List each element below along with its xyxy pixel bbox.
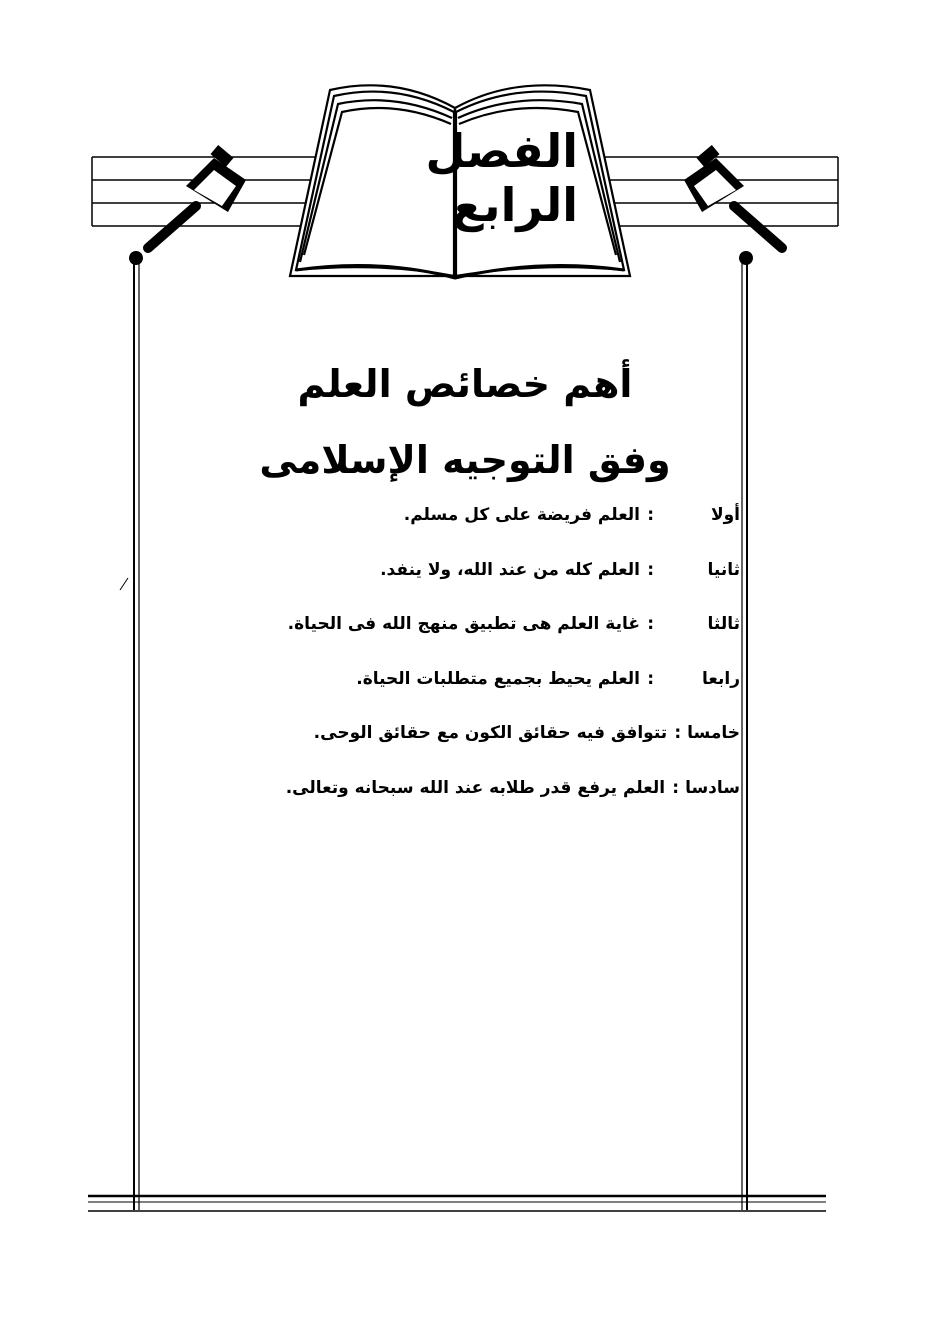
- item-ordinal: ثانيا: [707, 559, 740, 580]
- item-ordinal: رابعا: [702, 668, 740, 689]
- item-text: العلم يحيط بجميع متطلبات الحياة.: [356, 668, 640, 689]
- list-item: [150, 778, 740, 833]
- item-colon: :: [647, 614, 654, 634]
- item-ordinal: أولا: [710, 505, 740, 525]
- right-lamp-icon: [684, 145, 782, 265]
- stray-mark: [120, 578, 128, 590]
- list-item: [150, 614, 740, 669]
- item-text: العلم فريضة على كل مسلم.: [403, 505, 640, 525]
- item-colon: :: [647, 559, 654, 580]
- item-text: تتوافق فيه حقائق الكون مع حقائق الوحى.: [313, 723, 668, 743]
- list-item: [150, 505, 740, 560]
- characteristics-list: [150, 505, 740, 832]
- left-lamp-icon: [129, 145, 246, 265]
- list-item: [150, 669, 740, 724]
- list-item: [150, 723, 740, 778]
- item-ordinal: ثالثا: [707, 614, 740, 634]
- item-colon: :: [647, 505, 654, 525]
- item-text: غاية العلم هى تطبيق منهج الله فى الحياة.: [287, 614, 640, 634]
- item-colon: :: [674, 723, 682, 743]
- item-text: العلم كله من عند الله، ولا ينفد.: [380, 559, 640, 580]
- chapter-title: الفصل الرابع: [425, 124, 578, 232]
- item-text: العلم يرفع قدر طلابه عند الله سبحانه وتعالى.: [285, 777, 666, 798]
- item-colon: :: [647, 668, 654, 689]
- item-ordinal: سادسا: [685, 777, 740, 798]
- list-item: [150, 560, 740, 615]
- item-colon: :: [672, 777, 680, 798]
- page-title-line2: وفق التوجيه الإسلامى: [259, 438, 671, 482]
- page-title-line1: أهم خصائص العلم: [297, 362, 633, 406]
- item-ordinal: خامسا: [687, 723, 740, 743]
- bottom-rules: [88, 1196, 826, 1211]
